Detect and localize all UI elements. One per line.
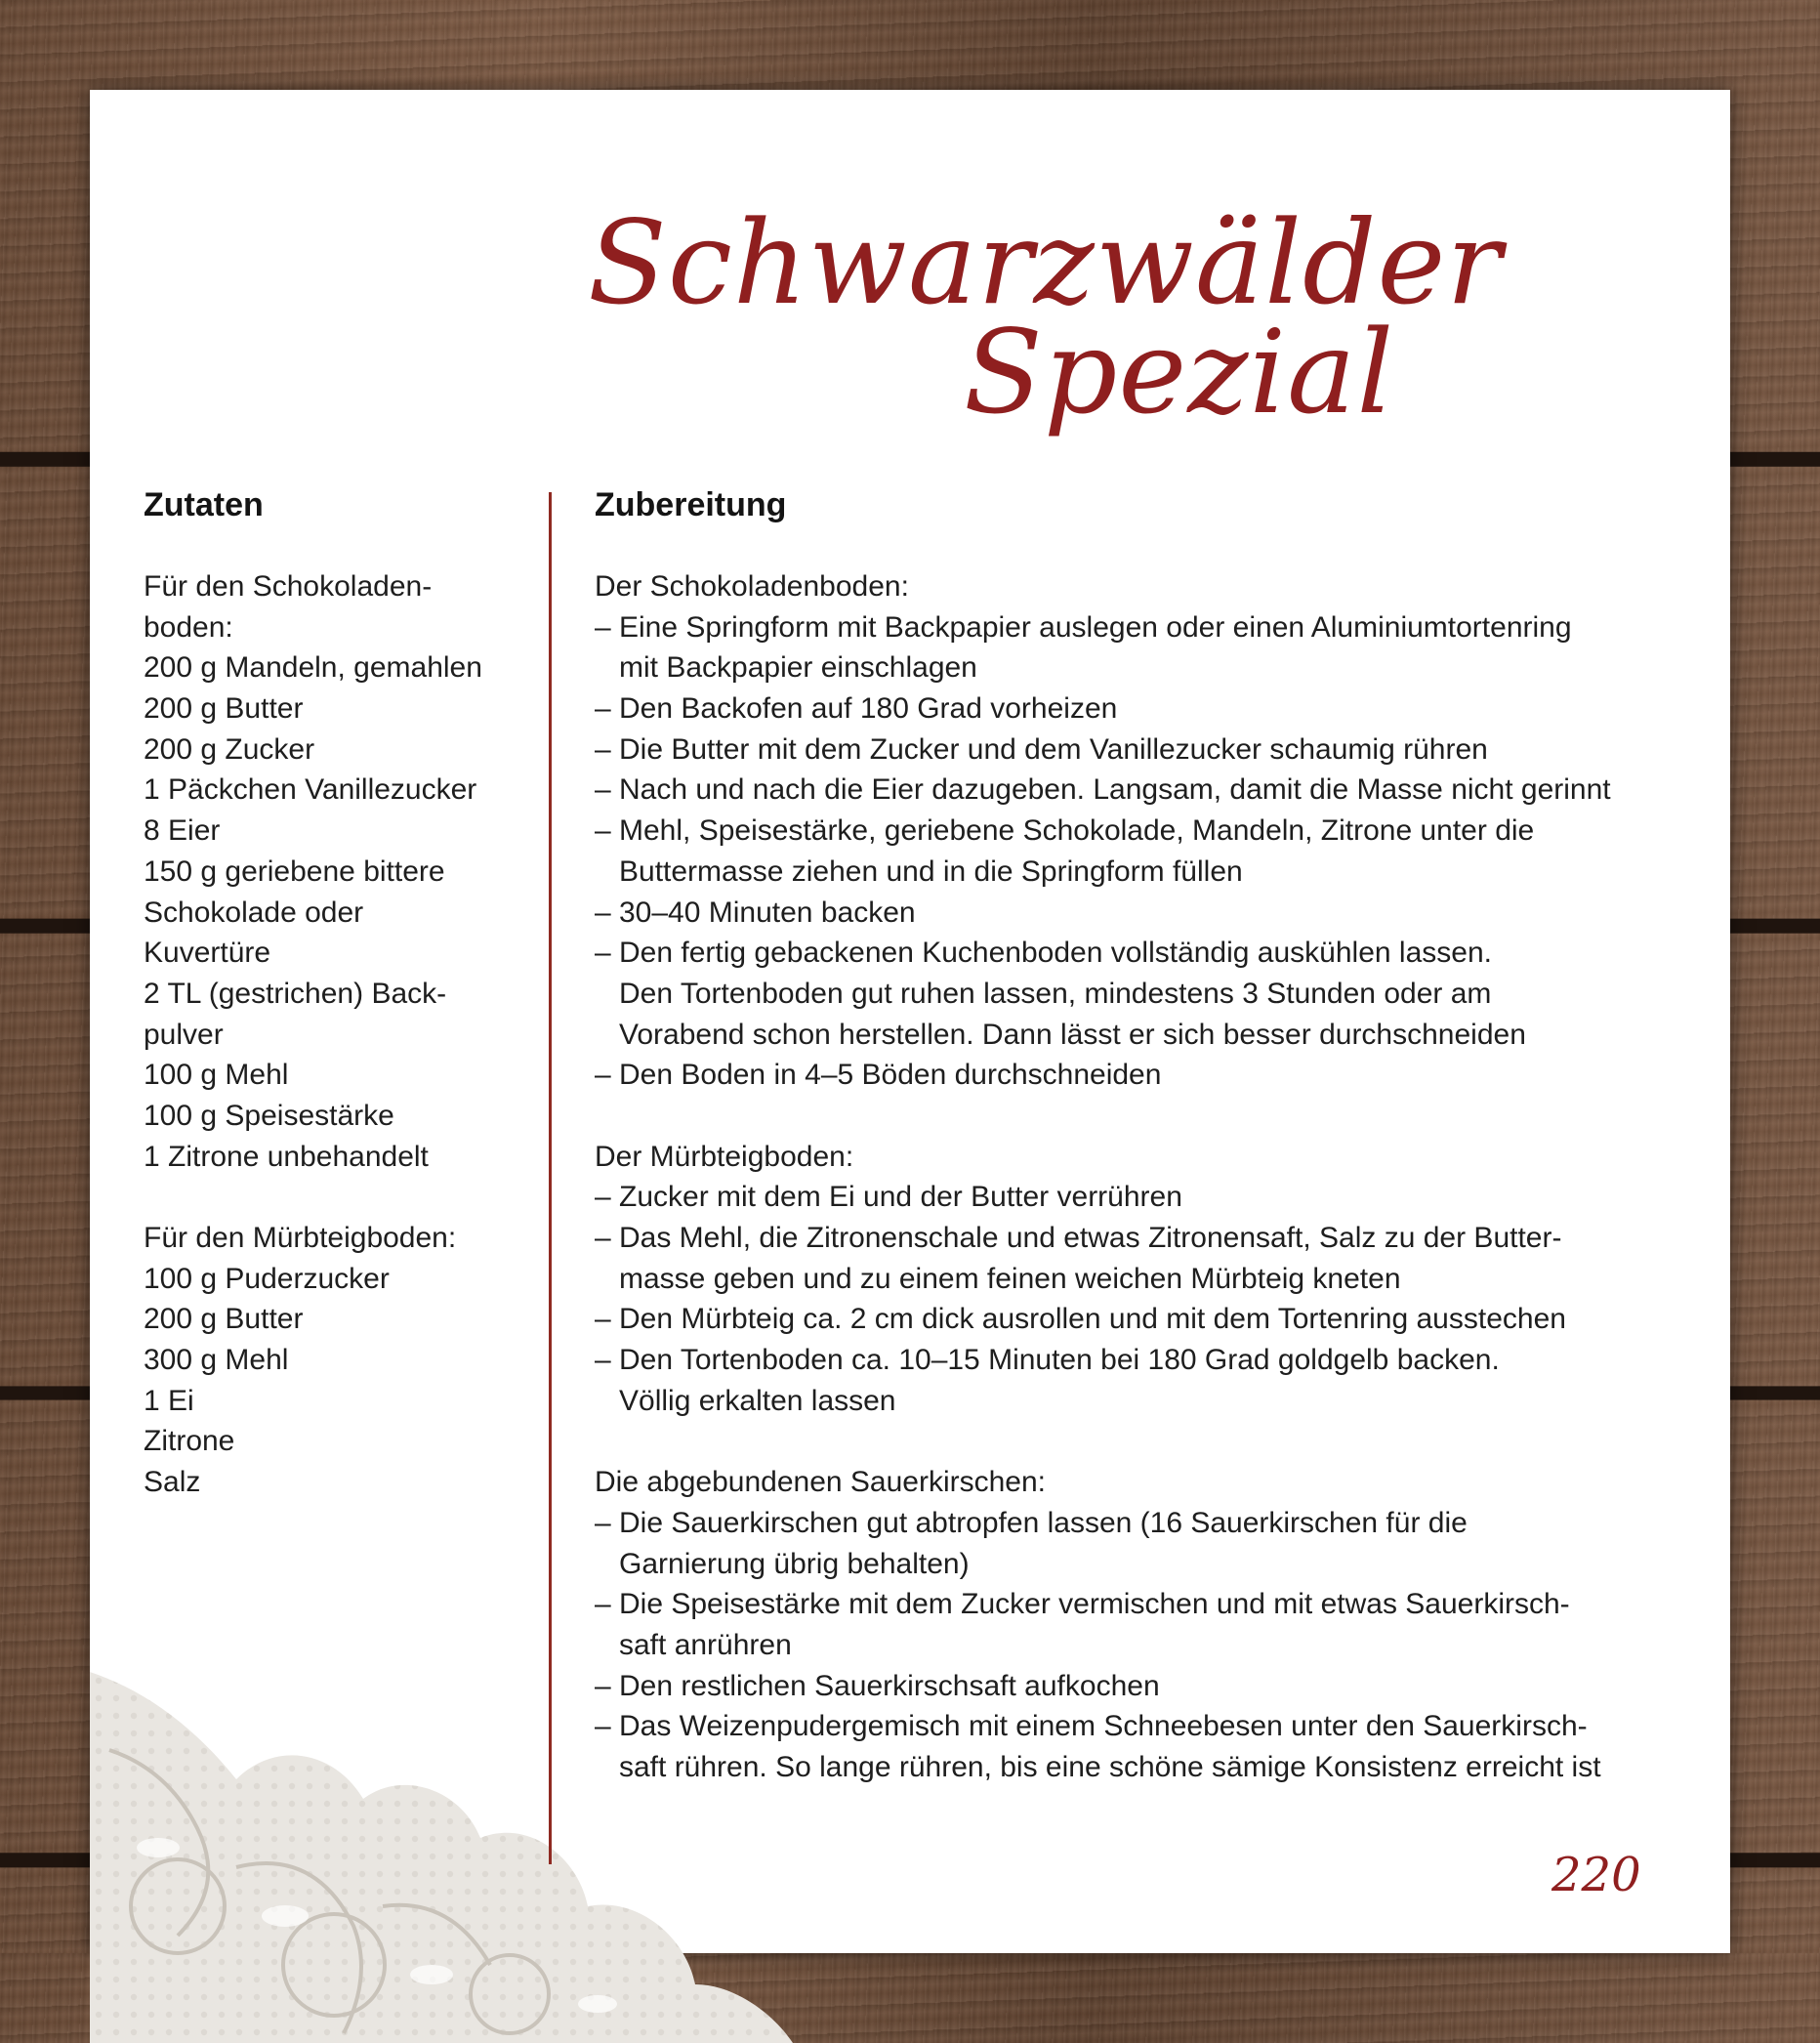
ingredients-heading: Zutaten: [144, 486, 264, 523]
ingredient-line: Für den Mürbteigboden:: [144, 1222, 457, 1254]
preparation-step: – Die Speisestärke mit dem Zucker vermischen und mit etwas Sauerkirsch-: [595, 1584, 1717, 1625]
preparation-section-title: Der Schokoladenboden:: [595, 570, 909, 603]
ingredient-line: Zitrone: [144, 1425, 235, 1458]
preparation-step: – Mehl, Speisestärke, geriebene Schokolade, Mandeln, Zitrone unter die: [595, 811, 1717, 852]
ingredient-line: 200 g Mandeln, gemahlen: [144, 651, 482, 685]
preparation-step: masse geben und zu einem feinen weichen Mürbteig kneten: [619, 1262, 1401, 1295]
ingredient-line: 300 g Mehl: [144, 1344, 289, 1377]
preparation-step: – Zucker mit dem Ei und der Butter verrühren: [595, 1177, 1717, 1218]
preparation-step: – Den Boden in 4–5 Böden durchschneiden: [595, 1055, 1717, 1096]
preparation-step: – Das Weizenpudergemisch mit einem Schneebesen unter den Sauerkirsch-: [595, 1706, 1717, 1747]
ingredient-line: 100 g Puderzucker: [144, 1262, 390, 1295]
spacer: [595, 1421, 1717, 1462]
preparation-step: – 30–40 Minuten backen: [595, 893, 1717, 934]
column-divider: [549, 492, 552, 1864]
preparation-list: [595, 566, 1717, 1788]
ingredient-line: 2 TL (gestrichen) Back-: [144, 977, 447, 1010]
preparation-section-title: Die abgebundenen Sauerkirschen:: [595, 1466, 1046, 1499]
recipe-title-line-1: Schwarzwälder: [588, 195, 1503, 330]
preparation-step: Garnierung übrig behalten): [619, 1547, 970, 1580]
preparation-heading: Zubereitung: [595, 486, 787, 523]
preparation-section-title: Der Mürbteigboden:: [595, 1140, 854, 1173]
recipe-title-line-2: Spezial: [964, 305, 1395, 439]
ingredient-line: 200 g Zucker: [144, 732, 315, 766]
ingredient-line: 1 Zitrone unbehandelt: [144, 1140, 429, 1173]
ingredient-line: 100 g Mehl: [144, 1059, 289, 1092]
preparation-step: saft anrühren: [619, 1628, 792, 1661]
preparation-step: Vorabend schon herstellen. Dann lässt er sich besser durchschneiden: [619, 1018, 1526, 1051]
preparation-step: – Eine Springform mit Backpapier auslegen oder einen Aluminiumtortenring: [595, 607, 1717, 648]
ingredient-line: 1 Ei: [144, 1384, 194, 1417]
preparation-step: – Den fertig gebackenen Kuchenboden vollständig auskühlen lassen.: [595, 933, 1717, 974]
spacer: [144, 1177, 534, 1218]
ingredients-list: [144, 566, 534, 1503]
preparation-step: Buttermasse ziehen und in die Springform füllen: [619, 855, 1243, 888]
ingredient-line: pulver: [144, 1018, 224, 1051]
ingredient-line: 1 Päckchen Vanillezucker: [144, 773, 477, 807]
preparation-step: Völlig erkalten lassen: [619, 1384, 896, 1417]
preparation-step: – Die Butter mit dem Zucker und dem Vanillezucker schaumig rühren: [595, 730, 1717, 771]
ingredient-line: 100 g Speisestärke: [144, 1099, 394, 1132]
ingredient-line: boden:: [144, 610, 233, 644]
ingredient-line: Für den Schokoladen-: [144, 570, 433, 603]
ingredient-line: Salz: [144, 1466, 201, 1499]
ingredient-line: 200 g Butter: [144, 1303, 304, 1336]
ingredient-line: 8 Eier: [144, 814, 221, 848]
preparation-step: – Den Mürbteig ca. 2 cm dick ausrollen und mit dem Tortenring ausstechen: [595, 1299, 1717, 1340]
preparation-step: – Den restlichen Sauerkirschsaft aufkochen: [595, 1666, 1717, 1707]
spacer: [595, 1096, 1717, 1137]
preparation-step: – Die Sauerkirschen gut abtropfen lassen (16 Sauerkirschen für die: [595, 1503, 1717, 1544]
preparation-step: saft rühren. So lange rühren, bis eine schöne sämige Konsistenz erreicht ist: [619, 1750, 1601, 1783]
ingredient-line: 150 g geriebene bittere: [144, 855, 445, 888]
recipe-page: [90, 90, 1730, 1953]
ingredient-line: Kuvertüre: [144, 937, 271, 970]
page-number: 220: [1551, 1848, 1641, 1902]
preparation-step: mit Backpapier einschlagen: [619, 651, 977, 685]
preparation-step: Den Tortenboden gut ruhen lassen, mindestens 3 Stunden oder am: [619, 977, 1492, 1010]
preparation-step: – Nach und nach die Eier dazugeben. Langsam, damit die Masse nicht gerinnt: [595, 770, 1717, 811]
preparation-step: – Das Mehl, die Zitronenschale und etwas Zitronensaft, Salz zu der Butter-: [595, 1218, 1717, 1259]
ingredient-line: Schokolade oder: [144, 896, 364, 929]
preparation-step: – Den Tortenboden ca. 10–15 Minuten bei 180 Grad goldgelb backen.: [595, 1340, 1717, 1381]
ingredient-line: 200 g Butter: [144, 692, 304, 726]
preparation-step: – Den Backofen auf 180 Grad vorheizen: [595, 688, 1717, 730]
